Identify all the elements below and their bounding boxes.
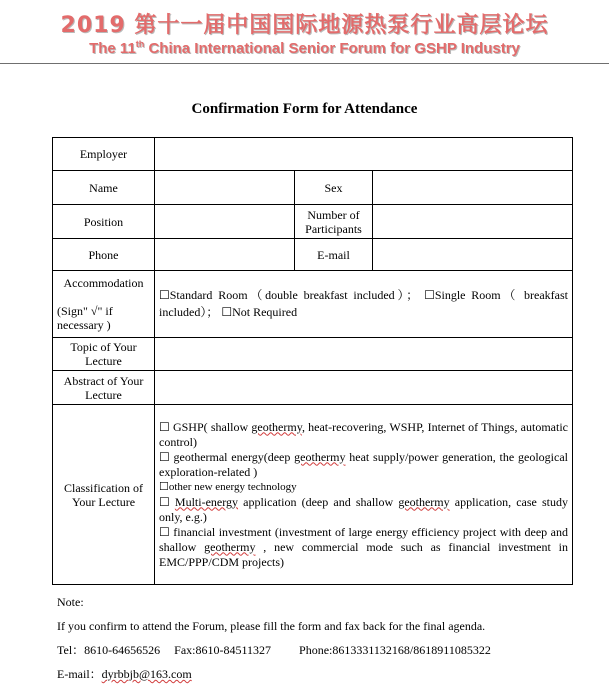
option-geothermal-text-2: heat supply/power generation, the geological exploration-related ) (159, 449, 568, 479)
forum-title-english-suffix: China International Senior Forum for GSHP Industry (144, 40, 520, 57)
topic-label: Topic of Your Lecture (53, 338, 155, 371)
row-employer (53, 138, 573, 171)
option-multi-text-3: application, case study only, e.g.) (159, 494, 569, 524)
accommodation-options (155, 271, 573, 338)
participants-label: Number of Participants (295, 205, 373, 239)
participants-field[interactable] (373, 205, 573, 239)
name-field[interactable] (155, 171, 295, 205)
row-classification (53, 405, 573, 585)
notes-section (57, 590, 597, 686)
fax-number: Fax:8610-84511327 (174, 643, 272, 657)
classification-options (155, 405, 573, 585)
contact-line (57, 638, 597, 662)
option-multi-text-2: application (deep and shallow (238, 494, 399, 509)
option-geothermal-text: ☐ geothermal energy(deep (159, 449, 295, 464)
option-gshp-text: ☐ GSHP( shallow (159, 419, 252, 434)
option-financial-text: ☐ financial investment (investment of large energy efficiency project with deep and shallow (159, 524, 568, 554)
accommodation-label-cell (53, 271, 155, 338)
email-line (57, 662, 597, 686)
option-multi-energy[interactable] (159, 495, 568, 525)
option-not-required[interactable]: ☐Not Required (221, 305, 298, 319)
option-financial-term: geothermy (204, 539, 256, 554)
email-link[interactable]: dyrbbjb@163.com (101, 667, 192, 681)
position-field[interactable] (155, 205, 295, 239)
employer-field[interactable] (155, 138, 573, 171)
accommodation-label: Accommodation (63, 276, 144, 290)
tel-number: Tel：8610-64656526 (57, 643, 161, 657)
employer-label: Employer (53, 138, 155, 171)
row-accommodation (53, 271, 573, 338)
row-position (53, 205, 573, 239)
phone-field[interactable] (155, 239, 295, 271)
row-phone (53, 239, 573, 271)
row-topic (53, 338, 573, 371)
header-divider (0, 63, 609, 64)
option-gshp[interactable] (159, 420, 568, 450)
forum-title-english-prefix: The 11 (89, 40, 136, 57)
phone-label: Phone (53, 239, 155, 271)
forum-title-english-sup: th (135, 39, 145, 49)
email-contact-label: E-mail： (57, 667, 102, 681)
option-financial-text-2: , new commercial mode such as financial investment in EMC/PPP/CDM projects) (159, 539, 568, 569)
option-financial[interactable] (159, 525, 568, 570)
classification-label: Classification of Your Lecture (53, 405, 155, 585)
option-other[interactable]: ☐other new energy technology (159, 480, 297, 493)
phone-number: Phone:8613331132168/8618911085322 (299, 643, 491, 657)
option-standard-room[interactable]: ☐Standard Room（double breakfast included）； (159, 288, 419, 302)
attendance-form-table (52, 137, 573, 585)
sex-label: Sex (295, 171, 373, 205)
sex-field[interactable] (373, 171, 573, 205)
option-multi-term-2: geothermy (398, 494, 450, 509)
abstract-field[interactable] (155, 371, 573, 405)
option-multi-term: Multi-energy (174, 494, 239, 509)
abstract-label: Abstract of Your Lecture (53, 371, 155, 405)
topic-field[interactable] (155, 338, 573, 371)
form-title: Confirmation Form for Attendance (191, 101, 418, 117)
note-instruction: If you confirm to attend the Forum, please fill the form and fax back for the final agenda. (57, 619, 486, 633)
note-label: Note: (57, 595, 84, 609)
option-multi-text: ☐ (159, 494, 175, 509)
option-gshp-text-2: , heat-recovering, WSHP, Internet of Things, automatic control) (159, 419, 568, 449)
name-label: Name (53, 171, 155, 205)
option-geothermal-term: geothermy (294, 449, 346, 464)
row-name (53, 171, 573, 205)
forum-title-chinese: 2019 第十一届中国国际地源热泵行业高层论坛 (60, 13, 549, 38)
option-geothermal[interactable] (159, 450, 568, 480)
row-abstract (53, 371, 573, 405)
option-single-room[interactable]: ☐Single Room（ breakfast included）； (159, 288, 568, 319)
sign-hint: (Sign" √" if necessary ) (57, 304, 113, 332)
email-field[interactable] (373, 239, 573, 271)
email-label: E-mail (295, 239, 373, 271)
forum-title-english (0, 39, 609, 57)
option-gshp-term: geothermy (251, 419, 302, 434)
position-label: Position (53, 205, 155, 239)
